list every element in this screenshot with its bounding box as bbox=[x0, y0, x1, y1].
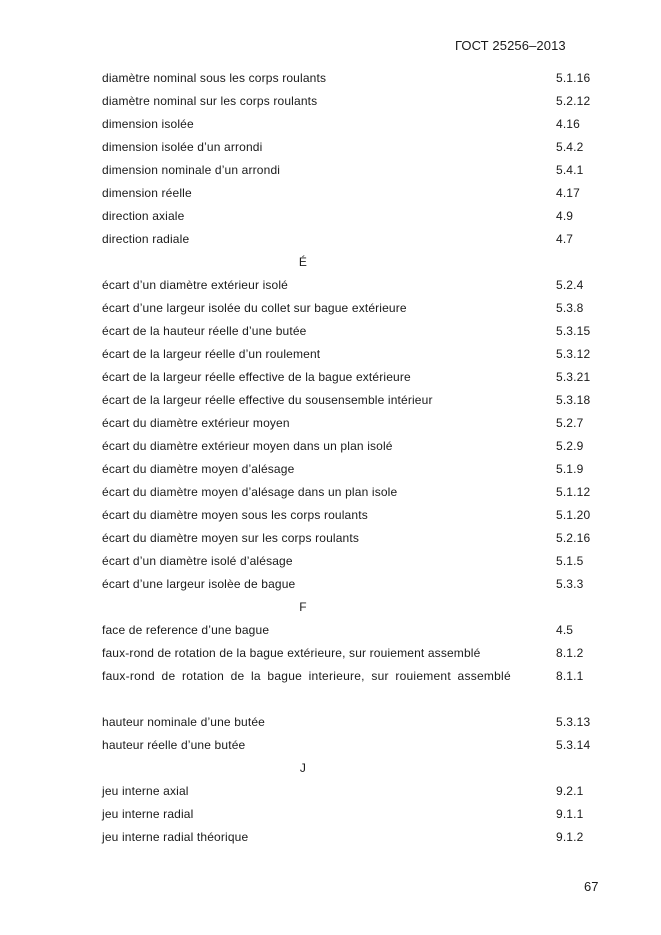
index-entry bbox=[0, 182, 661, 205]
entry-ref: 8.1.2 bbox=[556, 646, 584, 660]
index-entry bbox=[0, 734, 661, 757]
index-entry bbox=[0, 527, 661, 550]
index-letter-heading bbox=[0, 251, 661, 274]
document-header: ГОСТ 25256–2013 bbox=[455, 38, 566, 53]
entry-ref: 5.3.14 bbox=[556, 738, 591, 752]
entry-term: dimension isolée d’un arrondi bbox=[102, 140, 263, 154]
entry-term: hauteur nominale d’une butée bbox=[102, 715, 265, 729]
entry-ref: 5.3.15 bbox=[556, 324, 591, 338]
entry-ref: 4.9 bbox=[556, 209, 574, 223]
index-entry bbox=[0, 458, 661, 481]
entry-term: écart du diamètre extérieur moyen bbox=[102, 416, 290, 430]
entry-ref: 5.4.2 bbox=[556, 140, 584, 154]
entry-ref: 4.17 bbox=[556, 186, 580, 200]
entry-term: dimension réelle bbox=[102, 186, 192, 200]
entry-term: écart de la largeur réelle d’un roulement bbox=[102, 347, 321, 361]
entry-term: écart d’une largeur isolèe de bague bbox=[102, 577, 296, 591]
entry-ref: 5.4.1 bbox=[556, 163, 584, 177]
index-entry bbox=[0, 504, 661, 527]
letter-heading: É bbox=[298, 255, 308, 269]
entry-ref: 5.2.16 bbox=[556, 531, 591, 545]
entry-term: écart du diamètre moyen sur les corps roulants bbox=[102, 531, 360, 545]
index-entry bbox=[0, 113, 661, 136]
index-entry bbox=[0, 550, 661, 573]
entry-ref: 5.1.5 bbox=[556, 554, 584, 568]
entry-ref: 5.3.18 bbox=[556, 393, 591, 407]
entry-term: écart de la largeur réelle effective de la bague extérieure bbox=[102, 370, 411, 384]
entry-term: jeu interne radial bbox=[102, 807, 194, 821]
index-entry bbox=[0, 366, 661, 389]
index-entry bbox=[0, 435, 661, 458]
index-entry bbox=[0, 780, 661, 803]
entry-ref: 9.1.2 bbox=[556, 830, 584, 844]
entry-term: diamètre nominal sous les corps roulants bbox=[102, 71, 327, 85]
entry-term: écart de la hauteur réelle d’une butée bbox=[102, 324, 307, 338]
index-entry bbox=[0, 136, 661, 159]
entry-term: faux-rond de rotation de la bague interieure, sur rouiement assemblé bbox=[102, 669, 511, 683]
entry-term: écart d’un diamètre isolé d’alésage bbox=[102, 554, 293, 568]
entry-term: direction axiale bbox=[102, 209, 185, 223]
entry-ref: 5.2.9 bbox=[556, 439, 584, 453]
letter-heading: J bbox=[299, 761, 307, 775]
entry-ref: 5.3.3 bbox=[556, 577, 584, 591]
entry-ref: 4.7 bbox=[556, 232, 574, 246]
index-entry bbox=[0, 389, 661, 412]
entry-term: jeu interne radial théorique bbox=[102, 830, 249, 844]
page-number: 67 bbox=[584, 879, 599, 894]
index-entry bbox=[0, 573, 661, 596]
entry-term: écart du diamètre extérieur moyen dans un plan isolé bbox=[102, 439, 393, 453]
index-letter-heading bbox=[0, 596, 661, 619]
index-entry bbox=[0, 274, 661, 297]
entry-ref: 5.2.4 bbox=[556, 278, 584, 292]
entry-ref: 5.3.13 bbox=[556, 715, 591, 729]
entry-ref: 9.1.1 bbox=[556, 807, 584, 821]
index-entry bbox=[0, 205, 661, 228]
entry-term: écart d’un diamètre extérieur isolé bbox=[102, 278, 289, 292]
entry-term: diamètre nominal sur les corps roulants bbox=[102, 94, 318, 108]
entry-term: direction radiale bbox=[102, 232, 190, 246]
entry-ref: 5.3.21 bbox=[556, 370, 591, 384]
entry-ref: 9.2.1 bbox=[556, 784, 584, 798]
index-entry bbox=[0, 642, 661, 665]
entry-ref: 5.3.12 bbox=[556, 347, 591, 361]
index-entry bbox=[0, 665, 661, 711]
entry-ref: 5.1.12 bbox=[556, 485, 591, 499]
index-entries bbox=[0, 67, 661, 849]
entry-term: écart du diamètre moyen d’alésage bbox=[102, 462, 295, 476]
entry-ref: 5.2.7 bbox=[556, 416, 584, 430]
index-entry bbox=[0, 711, 661, 734]
index-entry bbox=[0, 803, 661, 826]
entry-term: écart de la largeur réelle effective du sousensemble intérieur bbox=[102, 393, 433, 407]
index-entry bbox=[0, 159, 661, 182]
entry-ref: 8.1.1 bbox=[556, 669, 584, 683]
index-entry bbox=[0, 320, 661, 343]
entry-term: hauteur réelle d’une butée bbox=[102, 738, 246, 752]
entry-term: dimension nominale d’un arrondi bbox=[102, 163, 281, 177]
entry-term: face de reference d’une bague bbox=[102, 623, 270, 637]
letter-heading: F bbox=[299, 600, 307, 614]
entry-term: dimension isolée bbox=[102, 117, 194, 131]
entry-term: écart du diamètre moyen d’alésage dans un plan isole bbox=[102, 485, 398, 499]
entry-ref: 5.2.12 bbox=[556, 94, 591, 108]
index-entry bbox=[0, 619, 661, 642]
entry-ref: 4.5 bbox=[556, 623, 574, 637]
index-entry bbox=[0, 90, 661, 113]
entry-ref: 4.16 bbox=[556, 117, 580, 131]
entry-ref: 5.1.16 bbox=[556, 71, 591, 85]
index-entry bbox=[0, 67, 661, 90]
entry-term: jeu interne axial bbox=[102, 784, 189, 798]
index-entry bbox=[0, 412, 661, 435]
index-entry bbox=[0, 228, 661, 251]
index-entry bbox=[0, 826, 661, 849]
entry-ref: 5.1.20 bbox=[556, 508, 591, 522]
entry-ref: 5.3.8 bbox=[556, 301, 584, 315]
entry-term: écart d’une largeur isolée du collet sur bague extérieure bbox=[102, 301, 407, 315]
entry-term: écart du diamètre moyen sous les corps roulants bbox=[102, 508, 368, 522]
index-entry bbox=[0, 343, 661, 366]
index-letter-heading bbox=[0, 757, 661, 780]
index-entry bbox=[0, 481, 661, 504]
entry-ref: 5.1.9 bbox=[556, 462, 584, 476]
entry-term: faux-rond de rotation de la bague extérieure, sur rouiement assemblé bbox=[102, 646, 481, 660]
index-entry bbox=[0, 297, 661, 320]
